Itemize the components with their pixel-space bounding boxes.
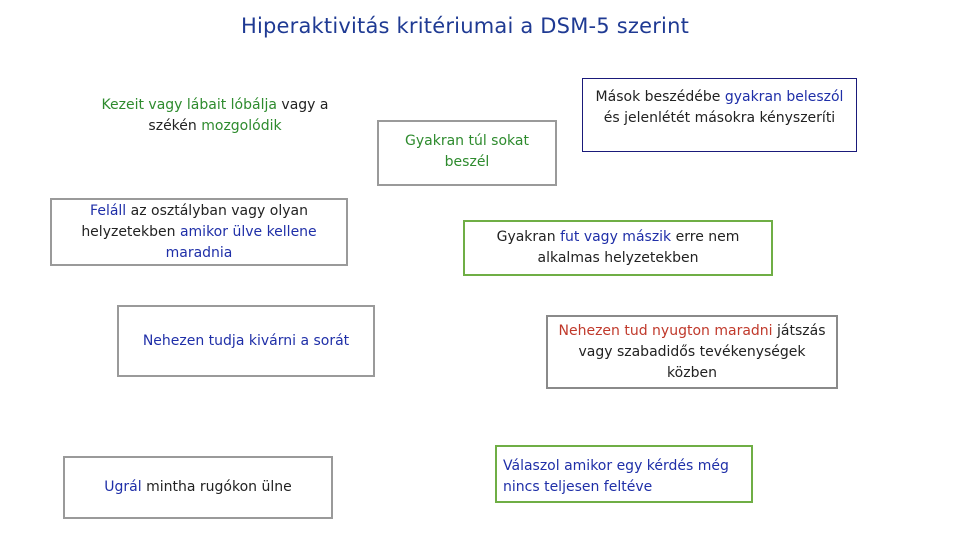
text-line bbox=[52, 243, 346, 264]
text-segment: Kezeit vagy lábait lóbálja bbox=[101, 97, 277, 113]
box-stay-quiet bbox=[546, 315, 838, 389]
text-segment: Nehezen tud nyugton maradni bbox=[558, 323, 773, 339]
text-segment: helyzetekben bbox=[81, 224, 180, 240]
text-line bbox=[465, 248, 771, 269]
box-runs-climbs bbox=[463, 220, 773, 276]
page-title: Hiperaktivitás kritériumai a DSM-5 szerint bbox=[240, 14, 690, 38]
text-segment: maradnia bbox=[165, 245, 233, 261]
text-segment: Gyakran bbox=[496, 229, 561, 245]
text-line bbox=[503, 456, 751, 477]
text-line bbox=[52, 201, 346, 222]
text-segment: az osztályban vagy olyan bbox=[126, 203, 308, 219]
text-line bbox=[65, 477, 331, 498]
box-jumps bbox=[63, 456, 333, 519]
text-segment: fut vagy mászik bbox=[560, 229, 672, 245]
text-line bbox=[379, 131, 555, 152]
text-line bbox=[548, 342, 836, 363]
box-feet-hands bbox=[80, 95, 350, 145]
text-line bbox=[548, 321, 836, 342]
text-segment: székén bbox=[148, 118, 202, 134]
box-stands-up bbox=[50, 198, 348, 266]
text-segment: Gyakran túl sokat bbox=[405, 133, 529, 149]
text-segment: Ugrál bbox=[104, 479, 142, 495]
text-line bbox=[80, 116, 350, 137]
text-line bbox=[503, 477, 751, 498]
text-segment: amikor ülve kellene bbox=[179, 224, 317, 240]
text-segment: közben bbox=[667, 365, 717, 381]
text-segment: játszás bbox=[772, 323, 826, 339]
text-segment: Mások beszédébe bbox=[595, 89, 725, 105]
text-segment: Feláll bbox=[90, 203, 127, 219]
box-interrupts bbox=[582, 78, 857, 152]
text-line bbox=[583, 87, 856, 108]
text-segment: és jelenlétét másokra kényszeríti bbox=[603, 110, 836, 126]
box-talks-a-lot bbox=[377, 120, 557, 186]
text-segment: gyakran beleszól bbox=[724, 89, 844, 105]
text-segment: vagy szabadidős tevékenységek bbox=[578, 344, 806, 360]
box-answers bbox=[495, 445, 753, 503]
text-segment: alkalmas helyzetekben bbox=[537, 250, 699, 266]
text-segment: Válaszol amikor egy kérdés még bbox=[503, 458, 729, 474]
text-segment: beszél bbox=[444, 154, 490, 170]
text-segment: Nehezen tudja kivárni a sorát bbox=[142, 333, 350, 349]
text-segment: nincs teljesen feltéve bbox=[503, 479, 653, 495]
text-line bbox=[548, 363, 836, 384]
text-line bbox=[465, 227, 771, 248]
text-line bbox=[52, 222, 346, 243]
text-line bbox=[119, 331, 373, 352]
text-line bbox=[583, 108, 856, 129]
text-segment: mintha rugókon ülne bbox=[141, 479, 292, 495]
text-line bbox=[80, 95, 350, 116]
text-line bbox=[379, 152, 555, 173]
box-wait-turn bbox=[117, 305, 375, 377]
text-segment: mozgolódik bbox=[201, 118, 282, 134]
text-segment: vagy a bbox=[276, 97, 329, 113]
text-segment: erre nem bbox=[671, 229, 740, 245]
